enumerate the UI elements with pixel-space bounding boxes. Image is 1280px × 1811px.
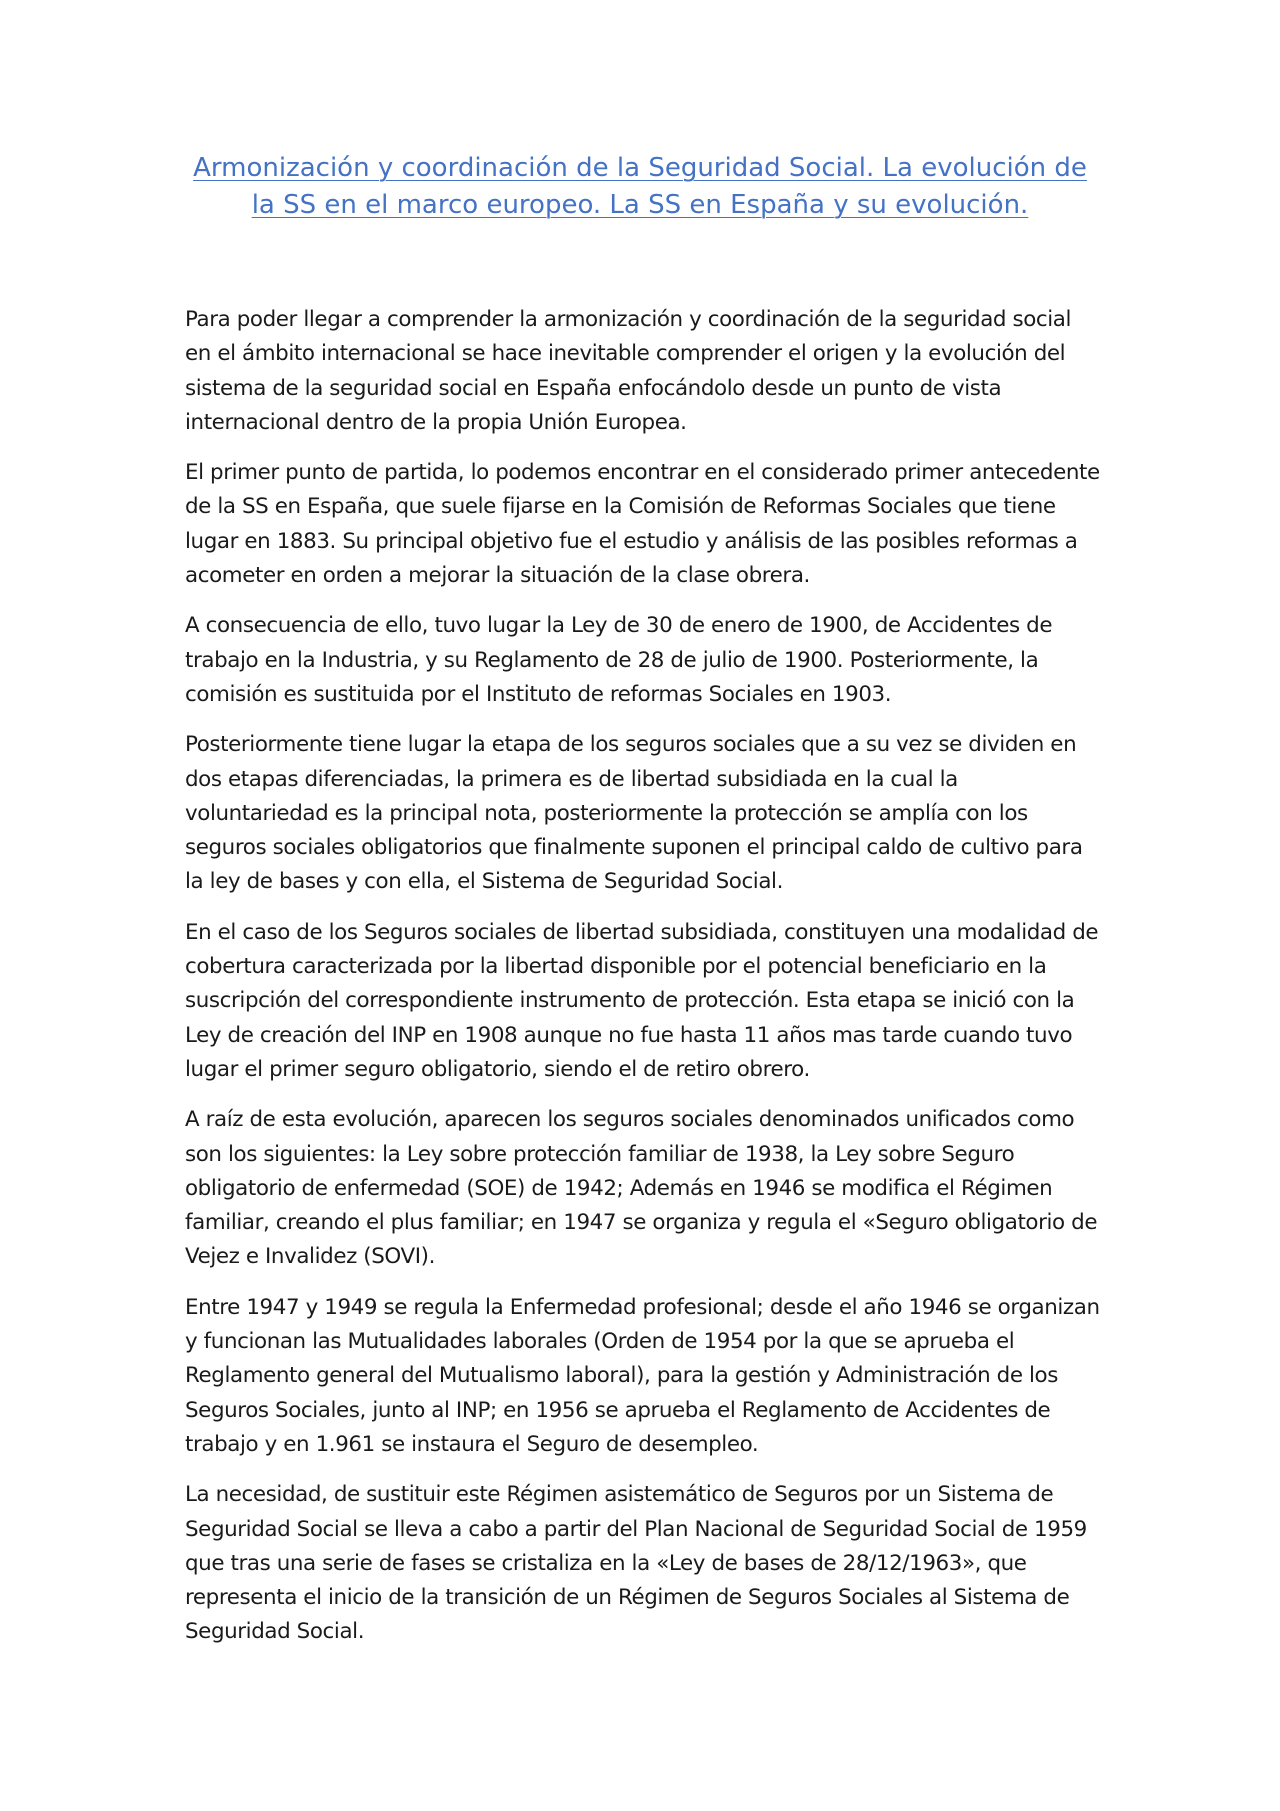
paragraph-8: La necesidad, de sustituir este Régimen asistemático de Seguros por un Sistema de Seguridad Social se lleva a cabo a partir del Plan Nacional de Seguridad Social de 1959 que tras una serie de fases se cristaliza en la «Ley de bases de 28/12/1963», que representa el inicio de la transición de un Régimen de Seguros Sociales al Sistema de Seguridad Social. [185,1482,1087,1645]
paragraph-7: Entre 1947 y 1949 se regula la Enfermedad profesional; desde el año 1946 se organizan y funcionan las Mutualidades laborales (Orden de 1954 por la que se aprueba el Reglamento general del Mutualismo laboral), para la gestión y Administración de los Seguros Sociales, junto al INP; en 1956 se aprueba el Reglamento de Accidentes de trabajo y en 1.961 se instaura el Seguro de desempleo. [185,1294,1100,1457]
document-title-link[interactable]: Armonización y coordinación de la Seguridad Social. La evolución de la SS en el marco europeo. La SS en España y su evolución. [193,153,1087,220]
paragraph-6: A raíz de esta evolución, aparecen los seguros sociales denominados unificados como son los siguientes: la Ley sobre protección familiar de 1938, la Ley sobre Seguro obligatorio de enfermedad (SOE) de 1942; Además en 1946 se modifica el Régimen familiar, creando el plus familiar; en 1947 se organiza y regula el «Seguro obligatorio de Vejez e Invalidez (SOVI). [185,1107,1098,1270]
document-body [185,303,1100,1666]
paragraph-2: El primer punto de partida, lo podemos encontrar en el considerado primer antecedente de la SS en España, que suele fijarse en la Comisión de Reformas Sociales que tiene lugar en 1883. Su principal objetivo fue el estudio y análisis de las posibles reformas a acometer en orden a mejorar la situación de la clase obrera. [185,460,1100,589]
paragraph-5: En el caso de los Seguros sociales de libertad subsidiada, constituyen una modalidad de cobertura caracterizada por la libertad disponible por el potencial beneficiario en la suscripción del correspondiente instrumento de protección. Esta etapa se inició con la Ley de creación del INP en 1908 aunque no fue hasta 11 años mas tarde cuando tuvo lugar el primer seguro obligatorio, siendo el de retiro obrero. [185,919,1099,1082]
paragraph-4: Posteriormente tiene lugar la etapa de los seguros sociales que a su vez se dividen en dos etapas diferenciadas, la primera es de libertad subsidiada en la cual la voluntariedad es la principal nota, posteriormente la protección se amplía con los seguros sociales obligatorios que finalmente suponen el principal caldo de cultivo para la ley de bases y con ella, el Sistema de Seguridad Social. [185,732,1083,895]
paragraph-1: Para poder llegar a comprender la armonización y coordinación de la seguridad social en el ámbito internacional se hace inevitable comprender el origen y la evolución del sistema de la seguridad social en España enfocándolo desde un punto de vista internacional dentro de la propia Unión Europea. [185,307,1072,435]
paragraph-3: A consecuencia de ello, tuvo lugar la Ley de 30 de enero de 1900, de Accidentes de trabajo en la Industria, y su Reglamento de 28 de julio de 1900. Posteriormente, la comisión es sustituida por el Instituto de reformas Sociales en 1903. [185,613,1053,707]
